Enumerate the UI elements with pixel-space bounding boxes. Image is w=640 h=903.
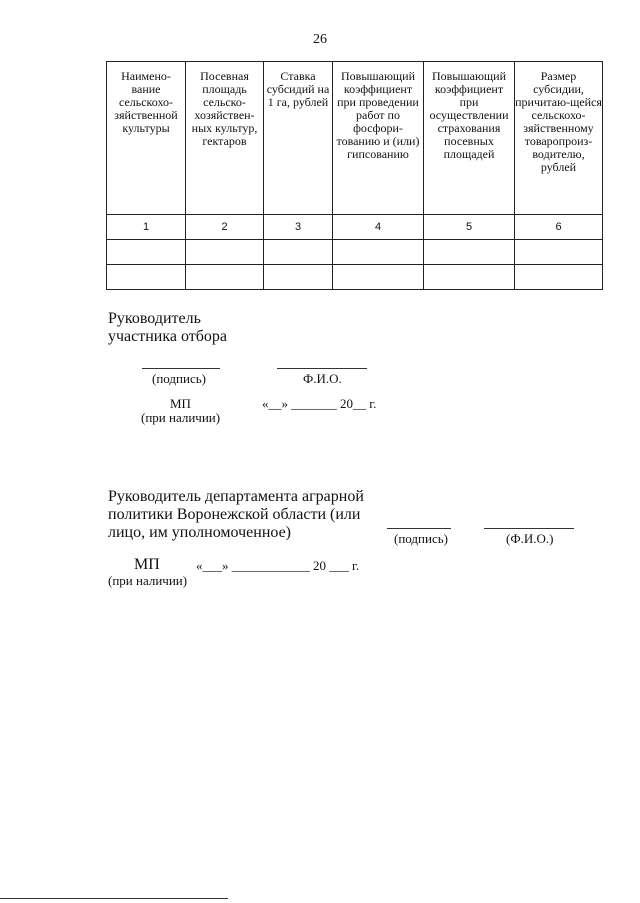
header-subsidy-amount: Размер субсидии, причитаю-щейся сельскохо-зяйственному товаропроиз-водителю, рублей bbox=[515, 62, 603, 215]
header-subsidy-rate: Ставка субсидий на 1 га, рублей bbox=[264, 62, 333, 215]
table-cell bbox=[186, 240, 264, 265]
department-head-title-line2: политики Воронежской области (или bbox=[108, 506, 361, 523]
table-cell bbox=[424, 265, 515, 290]
column-number: 6 bbox=[515, 215, 603, 240]
fio-label: Ф.И.О. bbox=[303, 371, 342, 386]
table-cell bbox=[107, 240, 186, 265]
stamp-label: МП bbox=[134, 556, 160, 573]
header-coefficient-insurance: Повышающий коэффициент при осуществлении страхования посевных площадей bbox=[424, 62, 515, 215]
table-cell bbox=[333, 240, 424, 265]
signature-line bbox=[142, 368, 220, 369]
table-cell bbox=[515, 240, 603, 265]
table-header-row bbox=[107, 62, 603, 215]
column-number: 1 bbox=[107, 215, 186, 240]
signature-line bbox=[387, 528, 451, 529]
stamp-label: МП bbox=[170, 396, 191, 411]
column-number: 4 bbox=[333, 215, 424, 240]
table-cell bbox=[264, 240, 333, 265]
table-row bbox=[107, 265, 603, 290]
fio-line bbox=[277, 368, 367, 369]
department-head-title-line1: Руководитель департамента аграрной bbox=[108, 488, 364, 505]
page-number: 26 bbox=[313, 32, 327, 47]
fio-label: (Ф.И.О.) bbox=[506, 531, 554, 546]
column-number: 3 bbox=[264, 215, 333, 240]
header-crop-name: Наимено-вание сельскохо-зяйственной культуры bbox=[107, 62, 186, 215]
table-cell bbox=[107, 265, 186, 290]
header-sown-area: Посевная площадь сельско-хозяйствен-ных культур, гектаров bbox=[186, 62, 264, 215]
header-coefficient-phosphorization: Повышающий коэффициент при проведении работ по фосфори-тованию и (или) гипсованию bbox=[333, 62, 424, 215]
participant-head-title-line2: участника отбора bbox=[108, 328, 228, 345]
column-number: 5 bbox=[424, 215, 515, 240]
table-cell bbox=[186, 265, 264, 290]
column-number: 2 bbox=[186, 215, 264, 240]
table-row bbox=[107, 240, 603, 265]
signature-label: (подпись) bbox=[152, 371, 206, 386]
date-field: «__» _______ 20__ г. bbox=[262, 396, 377, 411]
table-cell bbox=[424, 240, 515, 265]
fio-line bbox=[484, 528, 574, 529]
participant-head-title-line1: Руководитель bbox=[108, 310, 201, 327]
table-cell bbox=[515, 265, 603, 290]
department-head-title-line3: лицо, им уполномоченное) bbox=[108, 524, 291, 541]
footnote-divider bbox=[0, 898, 228, 899]
subsidy-table bbox=[106, 61, 603, 290]
table-cell bbox=[264, 265, 333, 290]
signature-label: (подпись) bbox=[394, 531, 448, 546]
table-cell bbox=[333, 265, 424, 290]
table-row-numbers bbox=[107, 215, 603, 240]
stamp-note: (при наличии) bbox=[108, 573, 188, 588]
date-field: «___» ____________ 20 ___ г. bbox=[196, 558, 360, 573]
stamp-note: (при наличии) bbox=[141, 410, 221, 425]
